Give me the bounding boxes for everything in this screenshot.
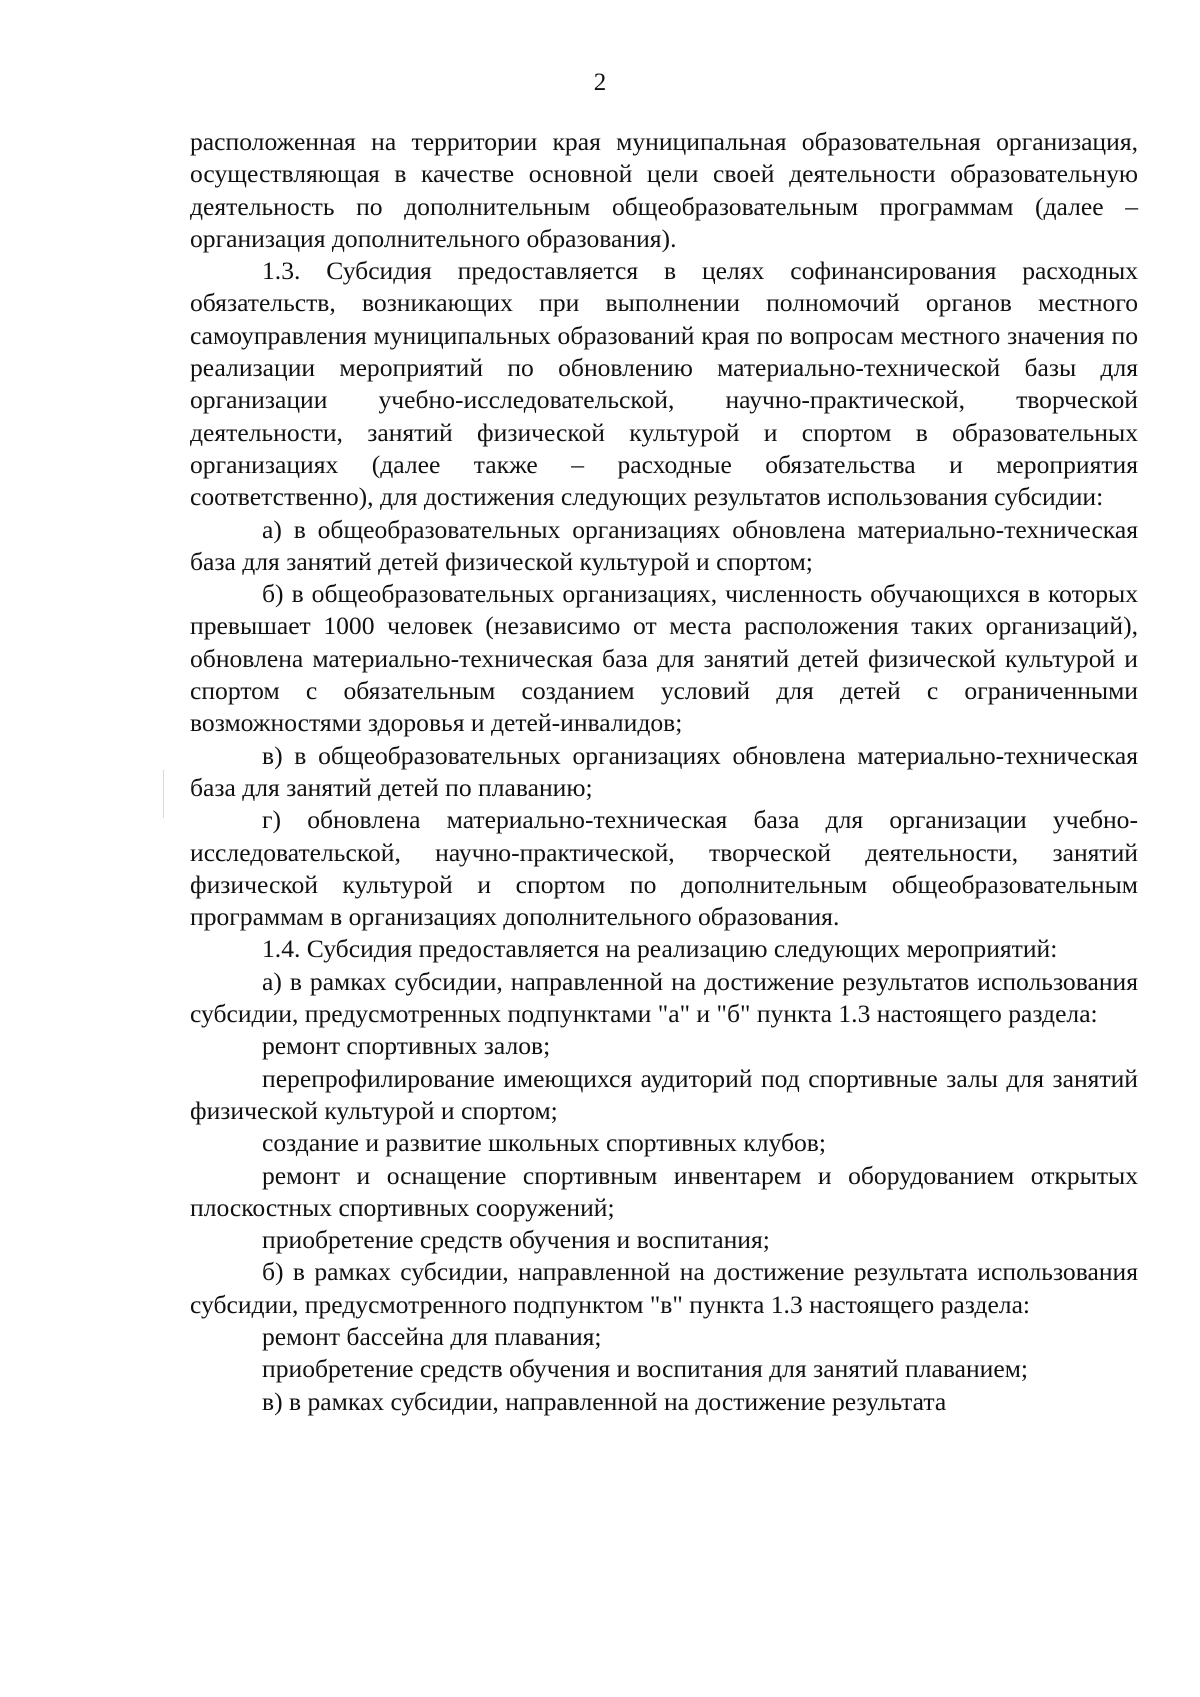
paragraph-result-b: б) в общеобразовательных организациях, численность обучающихся в которых превышает 1000 человек (независимо от места расположения таких организаций), обновлена материально-техническая база для занятий детей физической культурой и спортом с обязательным созданием условий для детей с ограниченными возможностями здоровья и детей-инвалидов; xyxy=(190,579,1138,738)
list-item: приобретение средств обучения и воспитания для занятий плаванием; xyxy=(262,1354,1029,1384)
paragraph-result-g: г) обновлена материально-техническая база для организации учебно-исследовательской, научно-практической, творческой деятельности, занятий физической культурой и спортом по дополнительным общеобразовательным программам в организациях дополнительного образования. xyxy=(190,805,1138,932)
paragraph-result-v: в) в общеобразовательных организациях обновлена материально-техническая база для занятий детей по плаванию; xyxy=(190,740,1138,802)
list-item: перепрофилирование имеющихся аудиторий под спортивные залы для занятий физической культурой и спортом; xyxy=(190,1063,1138,1125)
list-item: ремонт бассейна для плавания; xyxy=(262,1321,602,1351)
list-item: создание и развитие школьных спортивных клубов; xyxy=(262,1128,826,1158)
paragraph-measures-v: в) в рамках субсидии, направленной на достижение результата xyxy=(262,1386,947,1416)
paragraph-measures-b: б) в рамках субсидии, направленной на достижение результата использования субсидии, предусмотренного подпунктом "в" пункта 1.3 настоящего раздела: xyxy=(190,1257,1138,1319)
paragraph-result-a: а) в общеобразовательных организациях обновлена материально-техническая база для занятий детей физической культурой и спортом; xyxy=(190,514,1138,576)
list-item: ремонт спортивных залов; xyxy=(262,1031,551,1061)
paragraph-1-4: 1.4. Субсидия предоставляется на реализацию следующих мероприятий: xyxy=(262,934,1058,964)
document-body xyxy=(190,126,1138,1418)
paragraph-continuation: расположенная на территории края муниципальная образовательная организация, осуществляющая в качестве основной цели своей деятельности образовательную деятельность по дополнительным общеобразовательным программам (далее – организация дополнительного образования). xyxy=(190,127,1138,253)
paragraph-1-3: 1.3. Субсидия предоставляется в целях софинансирования расходных обязательств, возникающих при выполнении полномочий органов местного самоуправления муниципальных образований края по вопросам местного значения по реализации мероприятий по обновлению материально-технической базы для организации учебно-исследовательской, научно-практической, творческой деятельности, занятий физической культурой и спортом в образовательных организациях (далее также – расходные обязательства и мероприятия соответственно), для достижения следующих результатов использования субсидии: xyxy=(190,256,1138,512)
paragraph-measures-a: а) в рамках субсидии, направленной на достижение результатов использования субсидии, предусмотренных подпунктами "а" и "б" пункта 1.3 настоящего раздела: xyxy=(190,966,1138,1029)
list-item: приобретение средств обучения и воспитания; xyxy=(262,1225,770,1255)
list-item: ремонт и оснащение спортивным инвентарем и оборудованием открытых плоскостных спортивных сооружений; xyxy=(190,1160,1138,1222)
scan-margin-mark xyxy=(163,770,164,818)
page-number: 2 xyxy=(593,69,607,96)
